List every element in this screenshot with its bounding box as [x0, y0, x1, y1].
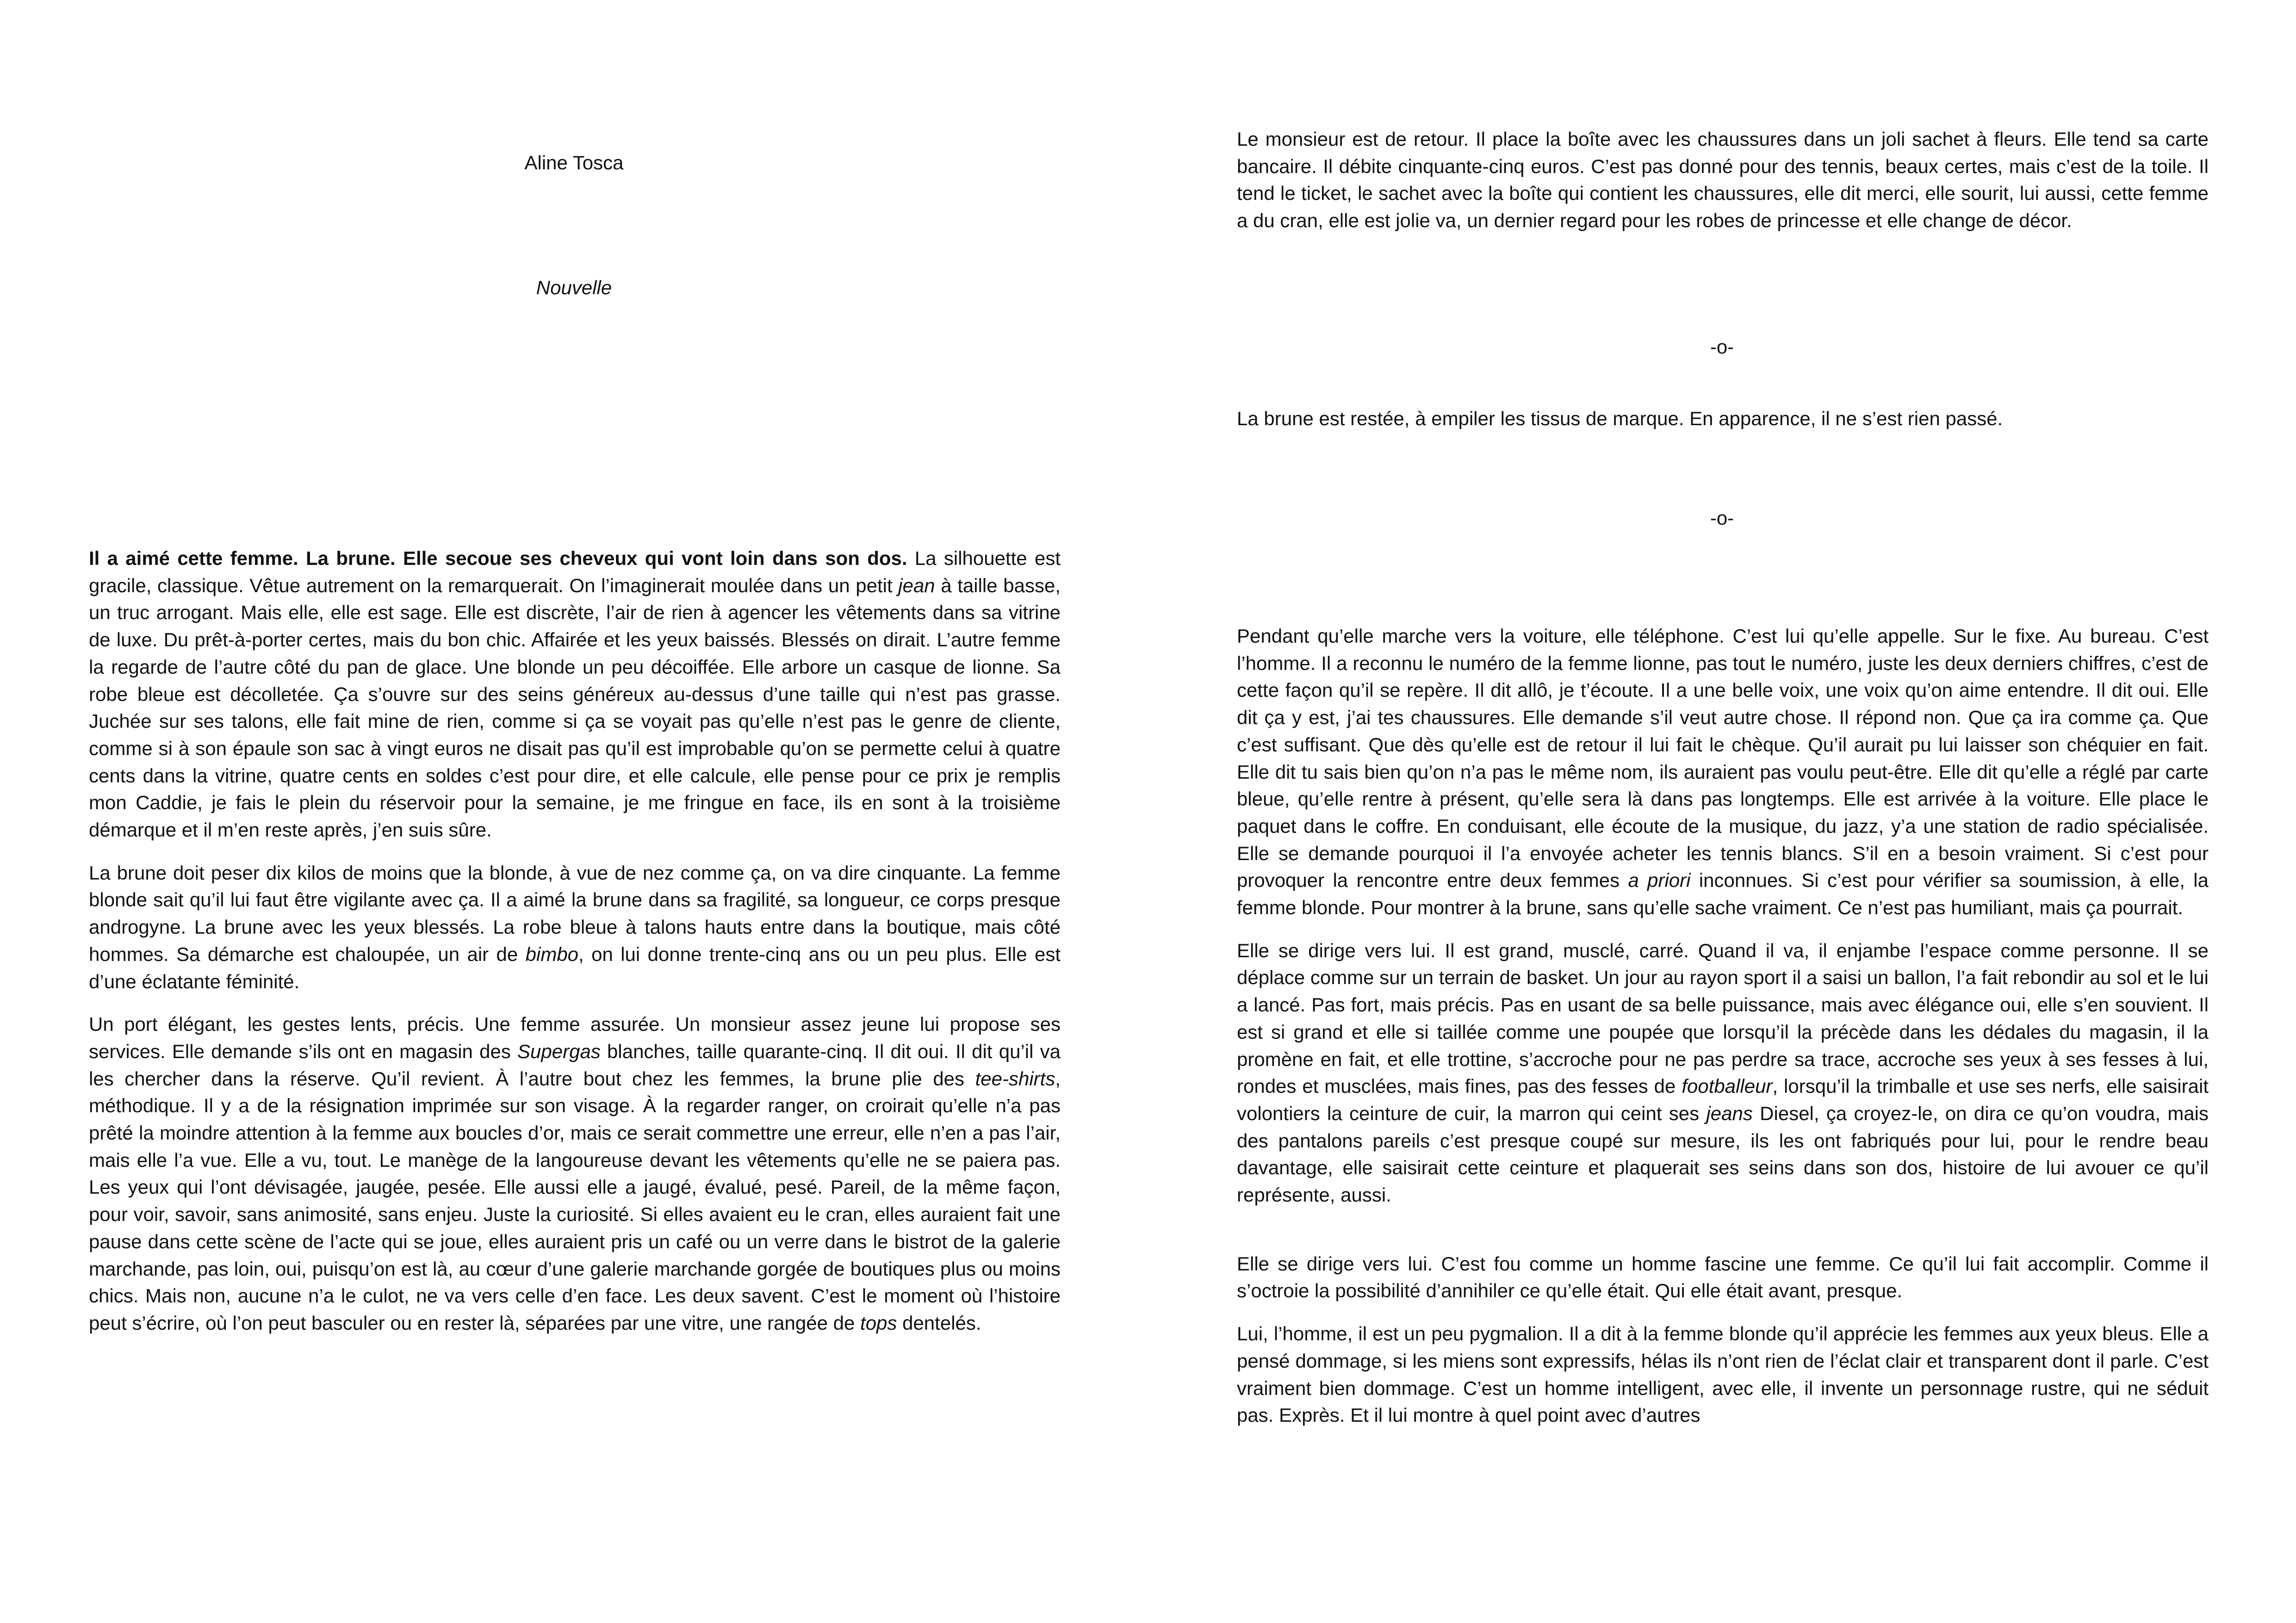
- text-span: inconnues. Si c’est pour vérifier sa soumission, à elle, la femme blonde. Pour montrer à la brune, sans qu’elle sache vraiment. Ce n’est pas humiliant, mais ça pourrait.: [1237, 869, 2209, 919]
- text-span: , lorsqu’il la trimballe et use ses nerfs, elle saisirait volontiers la ceinture de cuir, la marron qui ceint ses: [1237, 1075, 2209, 1124]
- paragraph: Le monsieur est de retour. Il place la boîte avec les chaussures dans un joli sachet à fleurs. Elle tend sa carte bancaire. Il débite cinquante-cinq euros. C’est pas donné pour des tennis, beaux certes, mais c’est de la toile. Il tend le ticket, le sachet avec la boîte qui contient les chaussures, elle dit merci, elle sourit, lui aussi, cette femme a du cran, elle est jolie va, un dernier regard pour les robes de princesse et elle change de décor.: [1237, 128, 2209, 232]
- section-separator: -o-: [1710, 507, 1734, 529]
- right-body-top: [1237, 126, 2209, 250]
- text-span: La brune doit peser dix kilos de moins que la blonde, à vue de nez comme ça, on va dire cinquante. La femme blonde sait qu’il lui faut être vigilante avec ça. Il a aimé la brune dans sa fragilité, sa longueur, ce corps presque androgyne. La brune avec les yeux blessés. La robe bleue à talons hauts entre dans la boutique, mais côté hommes. Sa démarche est chaloupée, un air de: [89, 861, 1061, 965]
- text-span: Elle se dirige vers lui. Il est grand, musclé, carré. Quand il va, il enjambe l’espace comme personne. Il se déplace comme sur un terrain de basket. Un jour au rayon sport il a saisi un ballon, l’a fait rebondir au sol et le lui a lancé. Pas fort, mais précis. Pas en usant de sa belle puissance, mais avec élégance oui, elle s’en souvient. Il est si grand et elle si taillée comme une poupée que lorsqu’il la précède dans les dédales du magasin, il la promène en fait, et elle trottine, s’accroche pour ne pas perdre sa trace, accroche ses yeux à ses fesses à lui, rondes et musclées, mais fines, pas des fesses de: [1237, 939, 2209, 1097]
- paragraph: [89, 545, 1061, 844]
- author-name: Aline Tosca: [524, 152, 624, 173]
- paragraph: [1237, 937, 2209, 1209]
- italic-word: tee-shirts: [975, 1067, 1055, 1090]
- text-span: , méthodique. Il y a de la résignation imprimée sur son visage. À la regarder ranger, on croirait qu’elle n’a pas prêté la moindre attention à la femme aux boucles d’or, mais ce serait commettre une erreur, elle n’en a pas l’air, mais elle l’a vue. Elle a vu, tout. Le manège de la langoureuse devant les vêtements qu’elle ne se paiera pas. Les yeux qui l’ont dévisagée, jaugée, pesée. Elle aussi elle a jaugé, évalué, pesé. Pareil, de la même façon, pour voir, savoir, sans animosité, sans enjeu. Juste la curiosité. Si elles avaient eu le cran, elles auraient fait une pause dans cette scène de l’acte qui se joue, elles auraient pris un café ou un verre dans le bistrot de la galerie marchande, pas loin, oui, puisqu’on est là, au cœur d’une galerie marchande gorgée de boutiques plus ou moins chics. Mais non, aucune n’a le culot, ne va vers celle d’en face. Les deux savent. C’est le moment où l’histoire peut s’écrire, où l’on peut basculer ou en rester là, séparées par une vitre, une rangée de: [89, 1067, 1061, 1334]
- paragraph: Lui, l’homme, il est un peu pygmalion. Il a dit à la femme blonde qu’il apprécie les femmes aux yeux bleus. Elle a pensé dommage, si les miens sont expressifs, hélas ils n’ont rien de l’éclat clair et transparent dont il parle. C’est vraiment bien dommage. C’est un homme intelligent, avec elle, il invente un personnage rustre, qui ne séduit pas. Exprès. Et il lui montre à quel point avec d’autres: [1237, 1323, 2209, 1426]
- right-body-main: [1237, 623, 2209, 1445]
- genre-label: Nouvelle: [536, 277, 612, 298]
- text-span: Un port élégant, les gestes lents, précis. Une femme assurée. Un monsieur assez jeune lui propose ses services. Elle demande s’ils ont en magasin des: [89, 1013, 1061, 1062]
- paragraph: [1237, 623, 2209, 922]
- left-body: [89, 545, 1061, 1353]
- paragraph: Elle se dirige vers lui. C’est fou comme un homme fascine une femme. Ce qu’il lui fait accomplir. Comme il s’octroie la possibilité d’annihiler ce qu’elle était. Qui elle était avant, presque.: [1237, 1252, 2209, 1302]
- italic-word: bimbo: [525, 943, 579, 965]
- italic-word: a priori: [1628, 869, 1691, 892]
- italic-word: jeans: [1706, 1102, 1753, 1124]
- text-span: , on lui donne trente-cinq ans ou un peu plus. Elle est d’une éclatante féminité.: [89, 943, 1061, 992]
- italic-word: jean: [898, 574, 935, 596]
- section-separator: -o-: [1710, 336, 1734, 358]
- right-body-mid: [1237, 405, 2209, 448]
- italic-word: Supergas: [517, 1040, 601, 1062]
- paragraph: [89, 860, 1061, 996]
- text-span: Diesel, ça croyez-le, on dira ce qu’on voudra, mais des pantalons pareils c’est presque coupé sur mesure, ils les ont fabriqués pour lui, pour le rendre beau davantage, elle saisirait cette ceinture et plaquerait ses seins dans son dos, histoire de lui avouer ce qu’il représente, aussi.: [1237, 1102, 2209, 1206]
- paragraph: La brune est restée, à empiler les tissus de marque. En apparence, il ne s’est rien passé.: [1237, 408, 2003, 429]
- text-span: dentelés.: [897, 1312, 981, 1334]
- paragraph: [89, 1011, 1061, 1337]
- opening-sentence: Il a aimé cette femme. La brune. Elle secoue ses cheveux qui vont loin dans son dos.: [89, 547, 907, 569]
- text-span: blanches, taille quarante-cinq. Il dit oui. Il dit qu’il va les chercher dans la réserve. Qu’il revient. À l’autre bout chez les femmes, la brune plie des: [89, 1040, 1061, 1090]
- right-page: [1148, 0, 2296, 1623]
- italic-word: tops: [860, 1312, 897, 1334]
- italic-word: footballeur: [1682, 1075, 1773, 1097]
- text-span: Pendant qu’elle marche vers la voiture, elle téléphone. C’est lui qu’elle appelle. Sur le fixe. Au bureau. C’est l’homme. Il a reconnu le numéro de la femme lionne, pas tout le numéro, juste les deux derniers chiffres, c’est de cette façon qu’il se repère. Il dit allô, je t’écoute. Il a une belle voix, une voix qu’on aime entendre. Il dit oui. Elle dit ça y est, j’ai tes chaussures. Elle demande s’il veut autre chose. Il répond non. Que ça ira comme ça. Que c’est suffisant. Que dès qu’elle est de retour il lui fait le chèque. Qu’il aurait pu lui laisser son chéquier en fait. Elle dit tu sais bien qu’on n’a pas le même nom, ils auraient pas voulu peut-être. Elle dit qu’elle a réglé par carte bleue, qu’elle rentre à présent, qu’elle sera là dans pas longtemps. Elle est arrivée à la voiture. Elle place le paquet dans le coffre. En conduisant, elle écoute de la musique, du jazz, y’a une station de radio spécialisée. Elle se demande pourquoi il l’a envoyée acheter les tennis blancs. S’il en a besoin vraiment. Si c’est pour provoquer la rencontre entre deux femmes: [1237, 625, 2209, 892]
- text-span: à taille basse, un truc arrogant. Mais elle, elle est sage. Elle est discrète, l’air de rien à agencer les vêtements dans sa vitrine de luxe. Du prêt-à-porter certes, mais du bon chic. Affairée et les yeux baissés. Blessés on dirait. L’autre femme la regarde de l’autre côté du pan de glace. Une blonde un peu décoiffée. Elle arbore un casque de lionne. Sa robe bleue est décolletée. Ça s’ouvre sur des seins généreux au-dessus d’une taille qui n’est pas grasse. Juchée sur ses talons, elle fait mine de rien, comme si ça se voyait pas qu’elle n’est pas le genre de cliente, comme si à son épaule son sac à vingt euros ne disait pas qu’il est improbable qu’on se permette celui à quatre cents dans la vitrine, quatre cents en soldes c’est pour dire, et elle calcule, elle pense pour ce prix je remplis mon Caddie, je fais le plein du réservoir pour la semaine, je me fringue en face, ils en sont à la troisième démarque et il m’en reste après, j’en suis sûre.: [89, 574, 1061, 841]
- text-span: La silhouette est gracile, classique. Vêtue autrement on la remarquerait. On l’imaginerait moulée dans un petit: [89, 547, 1061, 596]
